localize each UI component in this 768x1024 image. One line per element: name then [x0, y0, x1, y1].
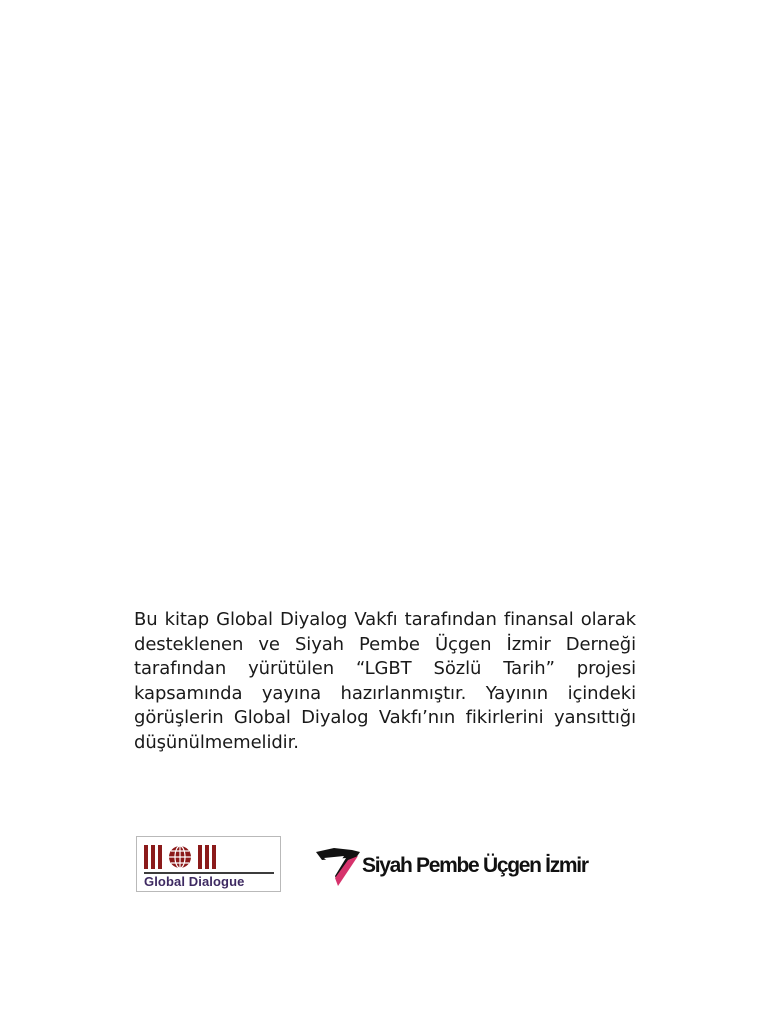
disclaimer-text: Bu kitap Global Diyalog Vakfı tarafından finansal olarak desteklenen ve Siyah Pembe Üçgen İzmir Derneği tarafından yürütülen “LGBT Sözlü Tarih” projesi kapsamında yayına hazırlanmıştır. Yayının içindeki görüşlerin Global Diyalog Vakfı’nın fikirlerini yansıttığı düşünülmemelidir. — [134, 609, 636, 753]
siyah-pembe-ucgen-logo — [314, 844, 644, 892]
pink-triangle-icon — [314, 846, 364, 888]
siyah-pembe-ucgen-name: Siyah Pembe Üçgen İzmir — [362, 854, 588, 877]
global-dialogue-name: Global Dialogue — [144, 874, 245, 889]
global-dialogue-logo — [136, 836, 281, 892]
globe-columns-icon — [144, 845, 248, 869]
sponsor-logos — [136, 836, 646, 896]
